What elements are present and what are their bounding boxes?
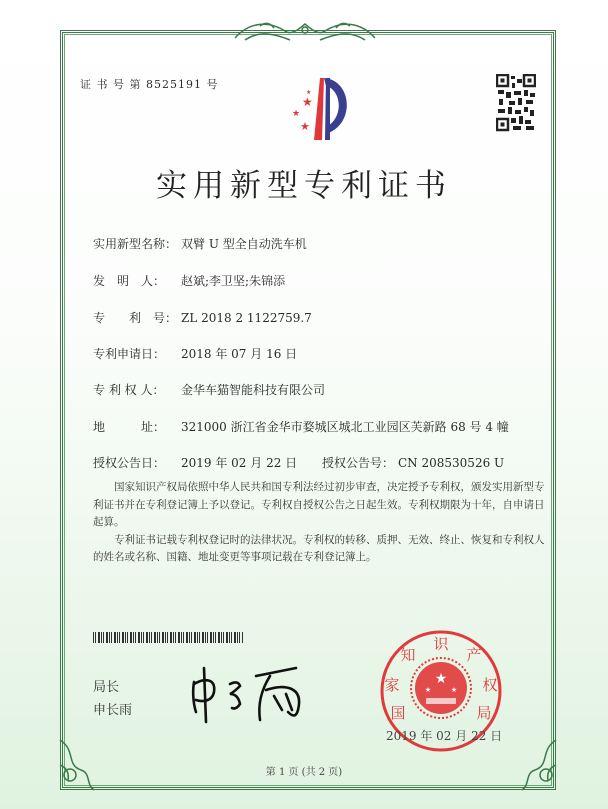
- field-label: 专 利 权 人：: [93, 383, 165, 397]
- field-value: 2019 年 02 月 22 日: [181, 456, 298, 470]
- director-title: 局长: [93, 680, 120, 695]
- field-label: 地 址：: [93, 420, 166, 434]
- field-grant-date: [93, 454, 297, 471]
- field-announcement-number: [322, 454, 504, 471]
- seal-date: 2019 年 02 月 22 日: [386, 729, 503, 743]
- field-value: 321000 浙江省金华市婺城区城北工业园区芙新路 68 号 4 幢: [181, 420, 509, 434]
- qr-code-icon: [496, 74, 536, 132]
- svg-text:知: 知: [400, 646, 416, 664]
- barcode: [93, 632, 243, 643]
- field-patent-number: [93, 309, 312, 326]
- svg-text:产: 产: [466, 646, 482, 664]
- field-value: 金华车猫智能科技有限公司: [181, 383, 326, 397]
- director-block: [93, 676, 132, 722]
- svg-text:★: ★: [300, 120, 310, 133]
- statement-paragraph: 国家知识产权局依照中华人民共和国专利法经过初步审查，决定授予专利权，颁发实用新型专利证书并在专利登记簿上予以登记。专利权自授权公告之日起生效。专利权期限为十年，自申请日起算。: [93, 481, 545, 528]
- field-label: 授权公告日：: [93, 456, 166, 470]
- svg-text:★: ★: [292, 109, 301, 119]
- field-value: 2018 年 07 月 16 日: [181, 347, 298, 361]
- field-application-date: [93, 345, 297, 362]
- field-label: 授权公告号：: [322, 456, 395, 470]
- field-address: [93, 418, 509, 435]
- director-name: 申长雨: [93, 703, 133, 718]
- field-value: CN 208530526 U: [398, 456, 505, 470]
- field-patentee: [93, 381, 325, 398]
- svg-text:局: 局: [476, 704, 492, 722]
- certificate-title: 实用新型专利证书: [156, 168, 452, 204]
- svg-text:★: ★: [306, 89, 312, 96]
- svg-text:权: 权: [482, 676, 498, 694]
- top-ornament-icon: [230, 16, 380, 46]
- field-label: 专利申请日：: [93, 347, 166, 361]
- field-label: 发 明 人：: [93, 274, 166, 288]
- svg-text:家: 家: [384, 676, 400, 694]
- field-value: ZL 2018 2 1122759.7: [181, 311, 312, 325]
- field-value: 双臂 U 型全自动洗车机: [181, 237, 307, 251]
- certificate-statement: [93, 479, 545, 567]
- svg-text:★: ★: [434, 671, 448, 687]
- director-signature-icon: [188, 662, 318, 724]
- statement-paragraph: 专利证书记载专利权登记时的法律状况。专利权的转移、质押、无效、终止、恢复和专利权人的姓名或名称、国籍、地址变更等事项记载在专利登记簿上。: [93, 533, 545, 563]
- field-value: 赵斌;李卫坚;朱锦添: [181, 274, 286, 288]
- field-utility-model-name: [93, 235, 307, 252]
- certificate-number: 证 书 号 第 8525191 号: [80, 78, 219, 91]
- field-label: 专 利 号：: [93, 311, 178, 325]
- cnipa-logo-icon: [280, 72, 360, 144]
- field-label: 实用新型名称：: [93, 237, 178, 251]
- svg-text:★: ★: [302, 95, 313, 109]
- svg-text:★: ★: [424, 686, 432, 694]
- field-inventors: [93, 272, 285, 289]
- svg-text:★: ★: [450, 686, 458, 694]
- svg-text:识: 识: [433, 635, 449, 653]
- page-footer: 第 1 页 (共 2 页): [265, 767, 343, 778]
- svg-text:国: 国: [390, 704, 406, 722]
